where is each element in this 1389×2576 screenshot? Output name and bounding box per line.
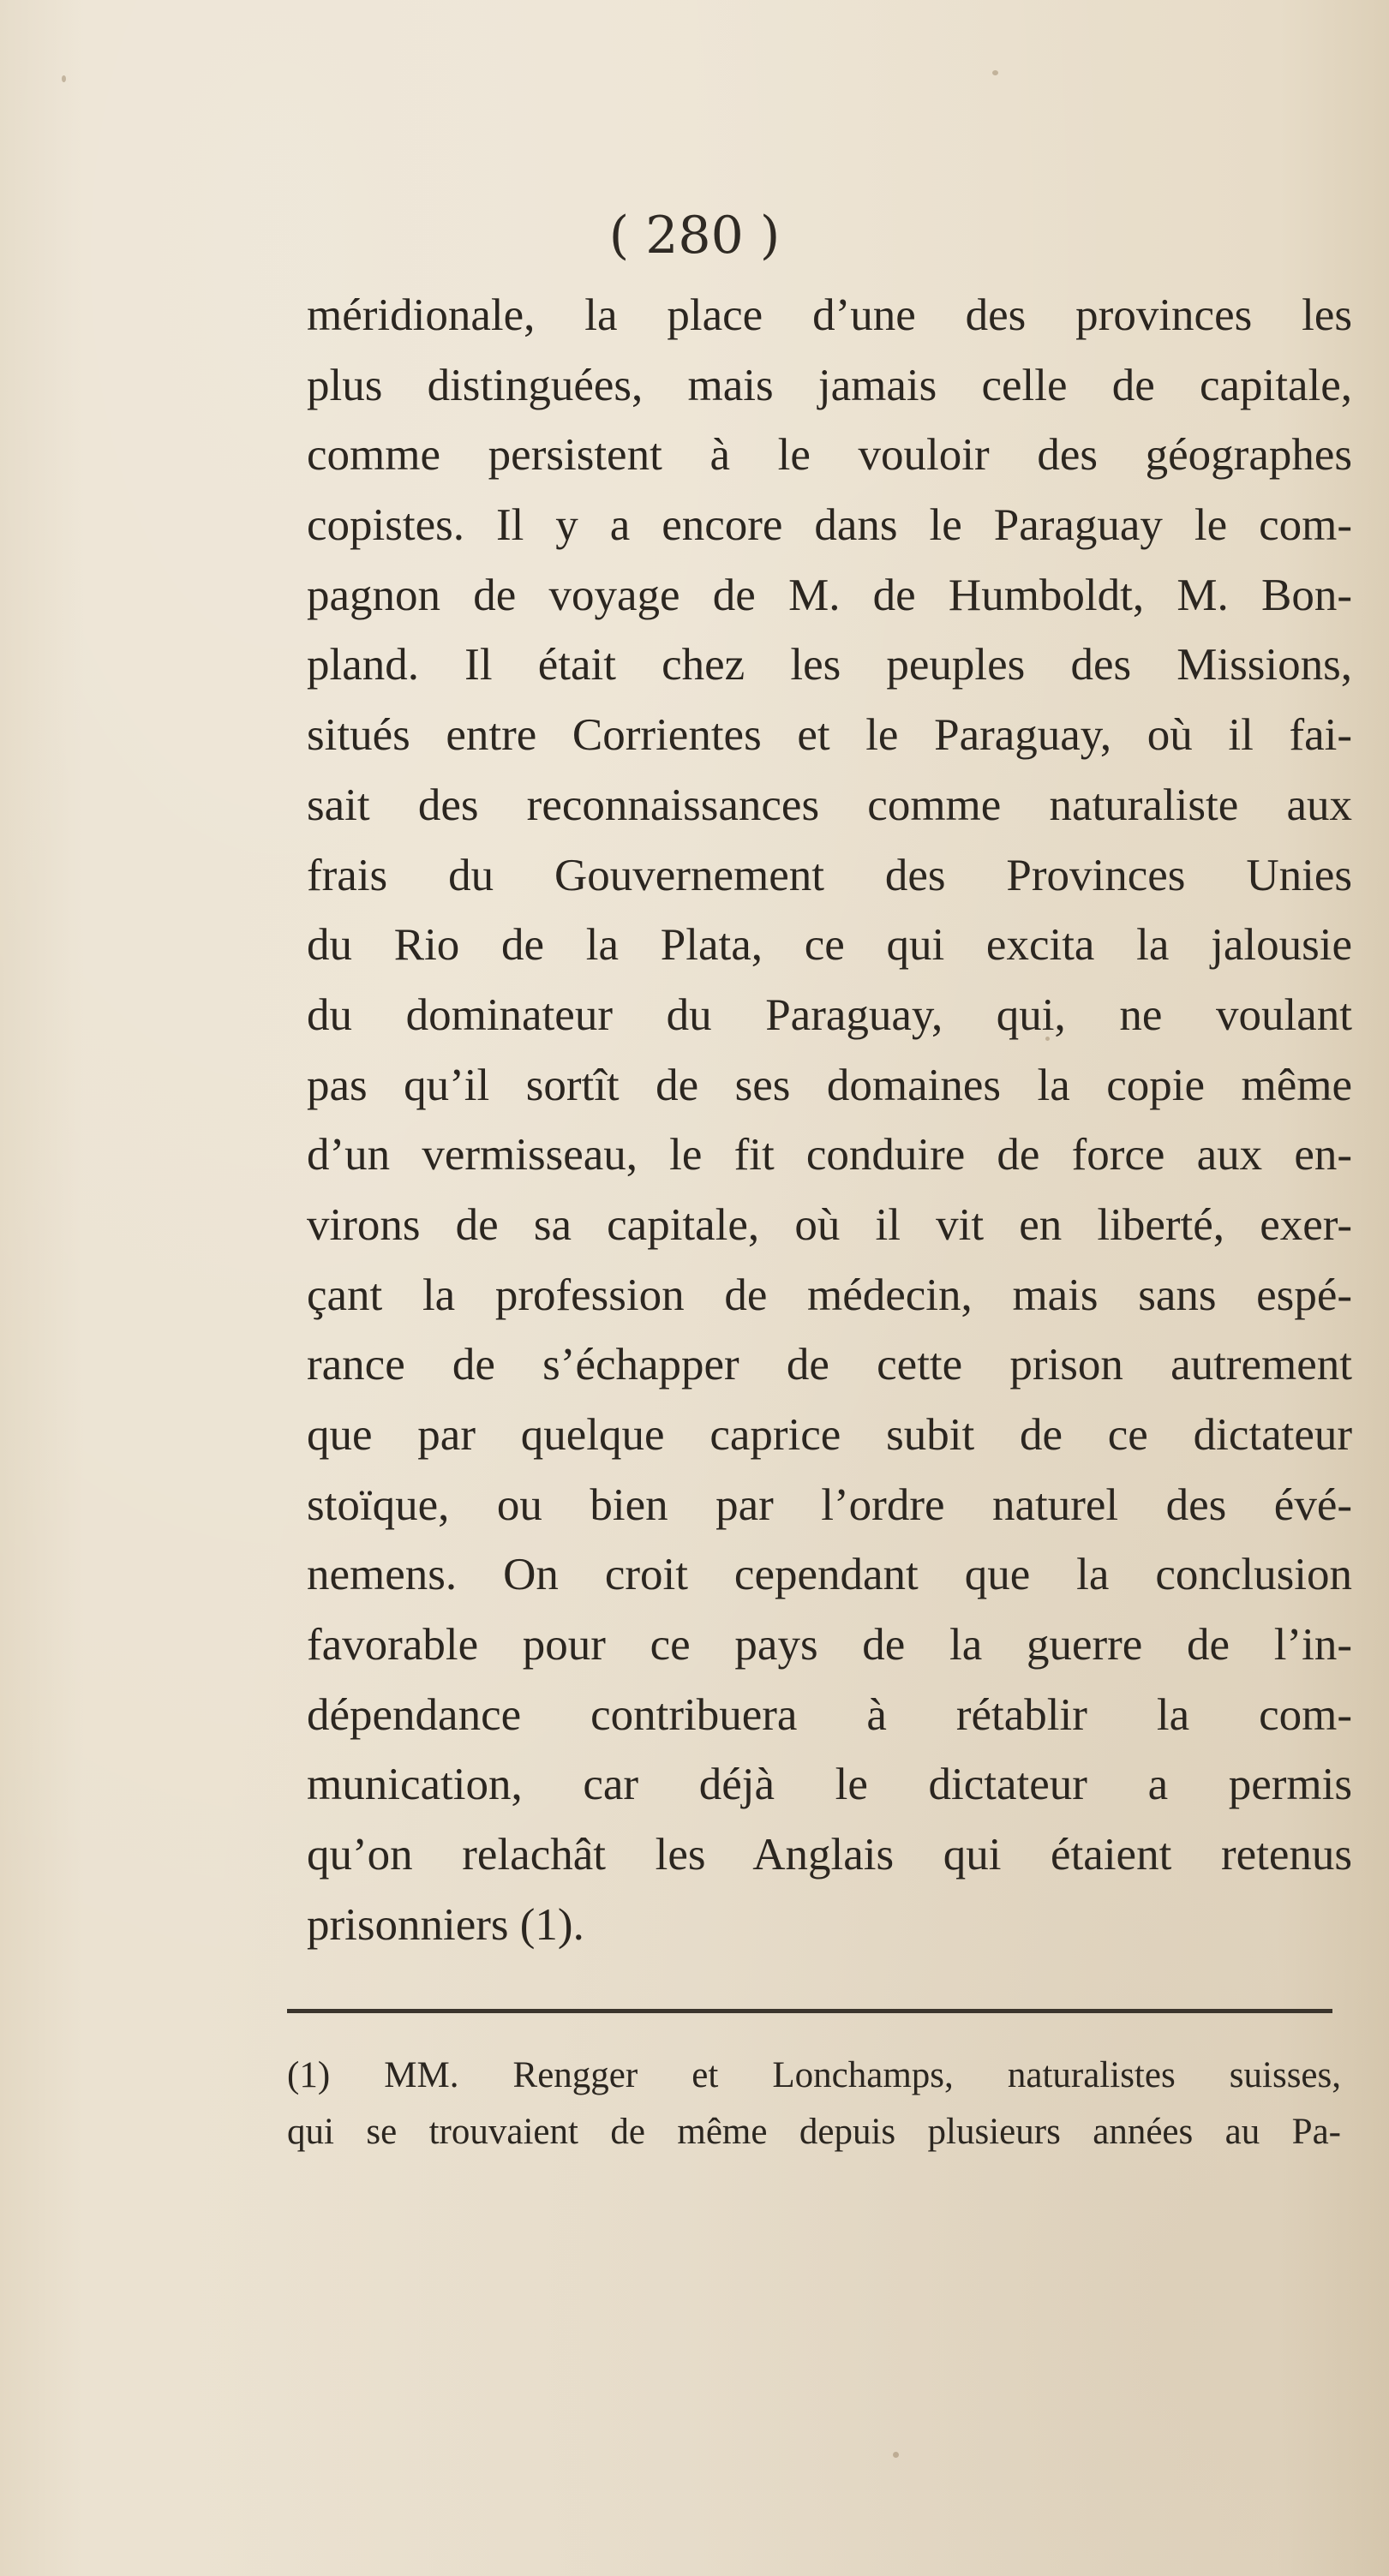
footnote [287,2047,1341,2161]
footnote-line: (1) MM. Rengger et Lonchamps, naturalistes suisses, [287,2055,1341,2095]
text-line: méridionale, la place d’une des provinces les [307,290,1352,340]
footnote-line: qui se trouvaient de même depuis plusieurs années au Pa- [287,2112,1341,2152]
text-line: frais du Gouvernement des Provinces Unies [307,850,1352,900]
text-line: du dominateur du Paraguay, qui, ne voulant [307,989,1352,1040]
text-line: pland. Il était chez les peuples des Missions, [307,640,1352,690]
text-line: situés entre Corrientes et le Paraguay, où il fai- [307,710,1352,761]
text-line: que par quelque caprice subit de ce dictateur [307,1410,1352,1460]
text-line: pagnon de voyage de M. de Humboldt, M. Bon- [307,570,1352,620]
text-line: nemens. On croit cependant que la conclusion [307,1550,1352,1600]
text-line: du Rio de la Plata, ce qui excita la jalousie [307,920,1352,971]
text-line: favorable pour ce pays de la guerre de l’in- [307,1620,1352,1671]
text-line: rance de s’échapper de cette prison autrement [307,1340,1352,1390]
text-line: pas qu’il sortît de ses domaines la copie même [307,1060,1352,1110]
page-number: ( 280 ) [608,206,781,266]
text-line: virons de sa capitale, où il vit en liberté, exer- [307,1199,1352,1250]
text-line-last: prisonniers (1). [307,1899,584,1950]
text-line: dépendance contribuera à rétablir la com- [307,1689,1352,1740]
footnote-divider [287,2009,1332,2013]
body-text [307,281,1352,1961]
text-line: d’un vermisseau, le fit conduire de force aux en- [307,1130,1352,1180]
text-line: sait des reconnaissances comme naturaliste aux [307,780,1352,830]
text-line: çant la profession de médecin, mais sans espé- [307,1270,1352,1320]
text-line: qu’on relachât les Anglais qui étaient retenus [307,1830,1352,1880]
text-line: comme persistent à le vouloir des géographes [307,430,1352,481]
text-line: munication, car déjà le dictateur a permis [307,1760,1352,1810]
text-line: stoïque, ou bien par l’ordre naturel des évé- [307,1479,1352,1530]
paper-spot [992,70,998,75]
paper-spot [62,75,66,82]
text-line: plus distinguées, mais jamais celle de capitale, [307,360,1352,410]
paper-spot [893,2452,899,2458]
text-line: copistes. Il y a encore dans le Paraguay le com- [307,500,1352,551]
